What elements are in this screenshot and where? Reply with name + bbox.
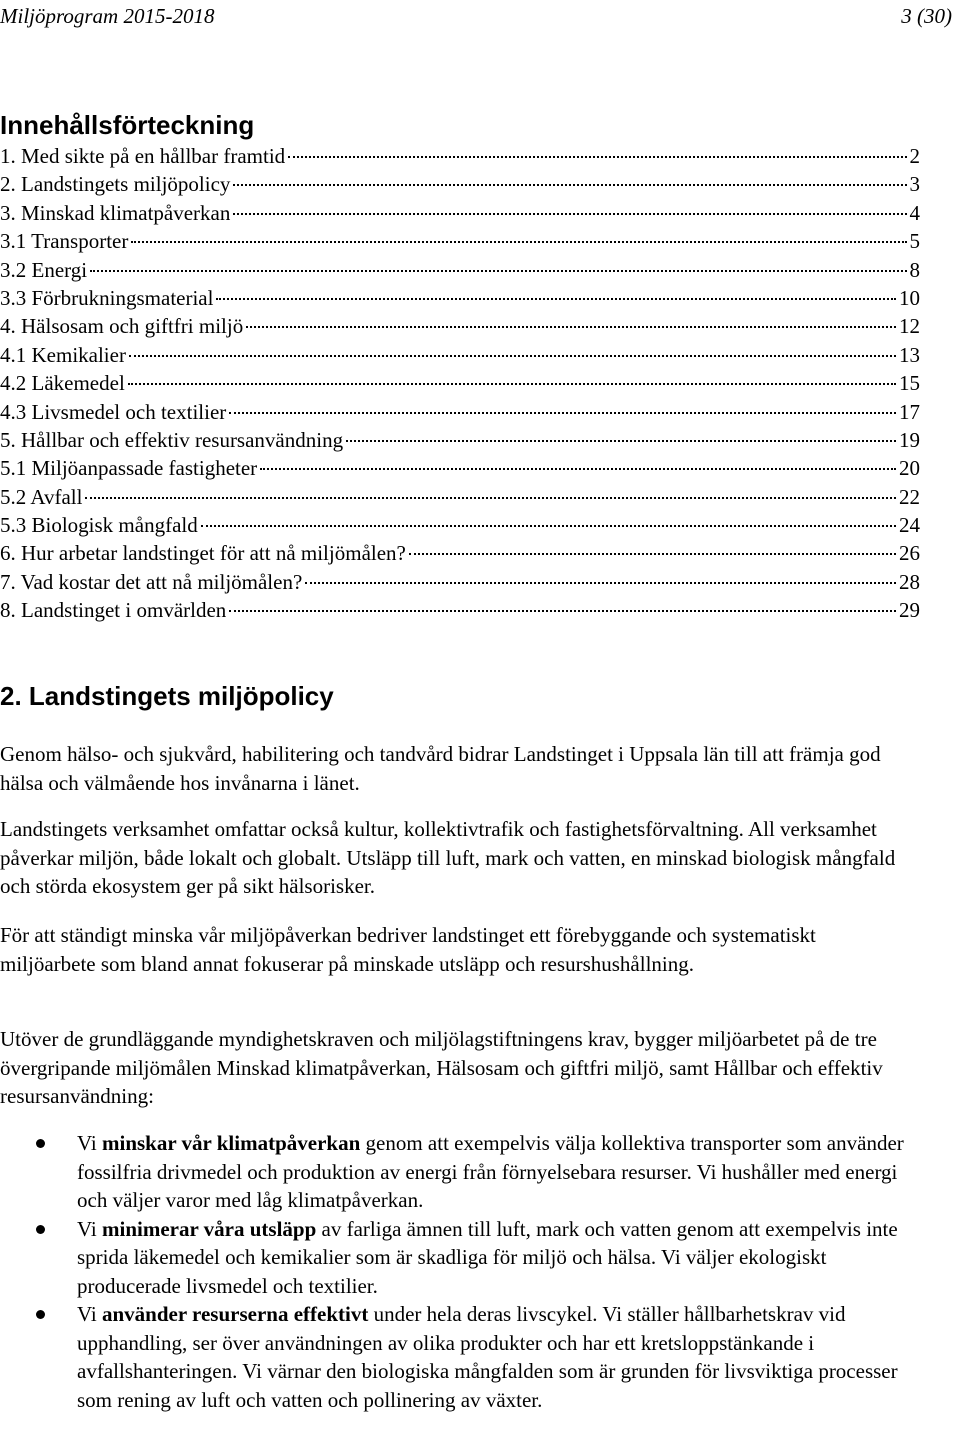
toc-entry[interactable] [0, 426, 920, 454]
toc-entry[interactable] [0, 170, 920, 198]
toc-entry[interactable] [0, 256, 920, 284]
toc-entry[interactable] [0, 454, 920, 482]
toc-leader-dots [229, 411, 896, 414]
toc-entry-label: 3.3 Förbrukningsmaterial [0, 285, 214, 310]
toc-entry[interactable] [0, 199, 920, 227]
toc-entry-label: 5.1 Miljöanpassade fastigheter [0, 456, 258, 481]
toc-entry[interactable] [0, 142, 920, 170]
bullet-prefix: Vi [77, 1216, 102, 1241]
paragraph: Utöver de grundläggande myndighetskraven och miljölagstiftningens krav, bygger miljöarbetet på de tre övergripande miljömålen Minskad klimatpåverkan, Hälsosam och giftfri miljö, samt Hållbar och effektiv resursanvändning: [0, 1027, 883, 1108]
toc-leader-dots [128, 382, 896, 385]
page-header [0, 2, 952, 30]
toc-entry[interactable] [0, 398, 920, 426]
toc-entry-page: 12 [899, 314, 920, 339]
bullet-emphasis: minimerar våra utsläpp [102, 1216, 317, 1241]
toc-entry-page: 10 [899, 285, 920, 310]
bullet-item [0, 1300, 920, 1414]
toc-entry-page: 28 [899, 569, 920, 594]
toc-entry-label: 5. Hållbar och effektiv resursanvändning [0, 427, 344, 452]
section-heading: 2. Landstingets miljöpolicy [0, 681, 334, 711]
bullet-item [0, 1129, 920, 1215]
paragraph: Landstingets verksamhet omfattar också kultur, kollektivtrafik och fastighetsförvaltning. All verksamhet påverkar miljön, både lokalt och globalt. Utsläpp till luft, mark och vatten, en minskad biologisk mångfald och störda ekosystem ger på sikt hälsorisker. [0, 817, 896, 898]
bullet-icon [36, 1310, 45, 1319]
toc-entry-label: 3.1 Transporter [0, 229, 129, 254]
bullet-emphasis: använder resurserna effektivt [102, 1302, 369, 1326]
bullet-item [0, 1215, 920, 1301]
toc-entry-page: 19 [899, 427, 920, 452]
toc-entry[interactable] [0, 483, 920, 511]
toc-leader-dots [305, 581, 896, 584]
toc-entry-page: 13 [899, 342, 920, 367]
bullet-prefix: Vi [77, 1302, 102, 1326]
toc-leader-dots [216, 297, 896, 300]
toc-leader-dots [90, 269, 906, 272]
toc-entry-page: 22 [899, 484, 920, 509]
toc-entry-label: 7. Vad kostar det att nå miljömålen? [0, 569, 303, 594]
bullet-prefix: Vi [77, 1131, 102, 1155]
toc-entry[interactable] [0, 284, 920, 312]
toc-leader-dots [260, 467, 896, 470]
toc-leader-dots [233, 183, 906, 186]
bullet-emphasis: minskar vår klimatpåverkan [102, 1131, 361, 1155]
toc-entry-page: 2 [909, 144, 920, 168]
paragraph: För att ständigt minska vår miljöpåverkan bedriver landstinget ett förebyggande och systematiskt miljöarbete som bland annat fokuserar på minskade utsläpp och resurshushållning. [0, 923, 816, 976]
bullet-icon [36, 1225, 45, 1234]
bullet-text: av farliga ämnen till luft, mark och vatten genom att exempelvis inte sprida läkemedel och kemikalier som är skadliga för miljö och hälsa. Vi väljer ekologiskt producerade livsmedel och textilier. [77, 1216, 898, 1298]
policy-bullet-list [0, 1129, 920, 1414]
toc-entry-label: 4. Hälsosam och giftfri miljö [0, 314, 244, 339]
toc-title: Innehållsförteckning [0, 110, 255, 140]
toc-leader-dots [409, 552, 896, 555]
toc-entry-label: 4.3 Livsmedel och textilier [0, 399, 227, 424]
document-title: Miljöprogram 2015-2018 [0, 4, 215, 28]
toc-entry-page: 26 [899, 541, 920, 566]
toc-entry[interactable] [0, 511, 920, 539]
toc-entry-page: 24 [899, 513, 920, 538]
toc-list [0, 142, 920, 625]
toc-entry-page: 8 [909, 257, 920, 282]
toc-entry-page: 4 [909, 200, 920, 225]
toc-entry-label: 3. Minskad klimatpåverkan [0, 200, 231, 225]
toc-entry-page: 5 [909, 229, 920, 254]
toc-leader-dots [85, 496, 896, 499]
toc-entry-label: 4.2 Läkemedel [0, 371, 125, 396]
toc-leader-dots [129, 354, 896, 357]
toc-leader-dots [229, 609, 896, 612]
toc-entry[interactable] [0, 341, 920, 369]
toc-entry-label: 1. Med sikte på en hållbar framtid [0, 144, 286, 168]
toc-entry-label: 5.2 Avfall [0, 484, 83, 509]
toc-entry-label: 3.2 Energi [0, 257, 88, 282]
bullet-text: genom att exempelvis välja kollektiva transporter som använder fossilfria drivmedel och produktion av energi från förnyelsebara resurser. Vi hushåller med energi och väljer varor med låg klimatpåverkan. [77, 1131, 904, 1212]
toc-entry-page: 17 [899, 399, 920, 424]
toc-entry-label: 4.1 Kemikalier [0, 342, 126, 367]
toc-entry-label: 5.3 Biologisk mångfald [0, 513, 198, 538]
toc-leader-dots [233, 212, 906, 215]
page-number: 3 (30) [901, 4, 952, 28]
toc-entry-page: 3 [909, 172, 920, 197]
toc-entry-page: 29 [899, 598, 920, 623]
toc-leader-dots [246, 325, 896, 328]
toc-entry[interactable] [0, 312, 920, 340]
toc-entry-label: 2. Landstingets miljöpolicy [0, 172, 231, 197]
bullet-icon [36, 1139, 45, 1148]
toc-entry-label: 8. Landstinget i omvärlden [0, 598, 227, 623]
toc-entry[interactable] [0, 596, 920, 624]
toc-entry-page: 15 [899, 371, 920, 396]
toc-entry[interactable] [0, 539, 920, 567]
toc-entry[interactable] [0, 568, 920, 596]
toc-entry[interactable] [0, 369, 920, 397]
toc-entry[interactable] [0, 227, 920, 255]
toc-entry-page: 20 [899, 456, 920, 481]
toc-leader-dots [201, 524, 896, 527]
toc-leader-dots [346, 439, 896, 442]
paragraph: Genom hälso- och sjukvård, habilitering och tandvård bidrar Landstinget i Uppsala län till att främja god hälsa och välmående hos invånarna i länet. [0, 742, 881, 795]
table-of-contents [0, 108, 920, 625]
bullet-text: under hela deras livscykel. Vi ställer hållbarhetskrav vid upphandling, ser över användningen av olika produkter och har ett kretsloppstänkande i avfallshanteringen. Vi värnar den biologiska mångfalden som är grunden för livsviktiga processer som rening av luft och vatten och pollinering av växter. [77, 1302, 898, 1412]
toc-leader-dots [288, 155, 906, 158]
toc-entry-label: 6. Hur arbetar landstinget för att nå miljömålen? [0, 541, 406, 566]
toc-leader-dots [131, 240, 906, 243]
